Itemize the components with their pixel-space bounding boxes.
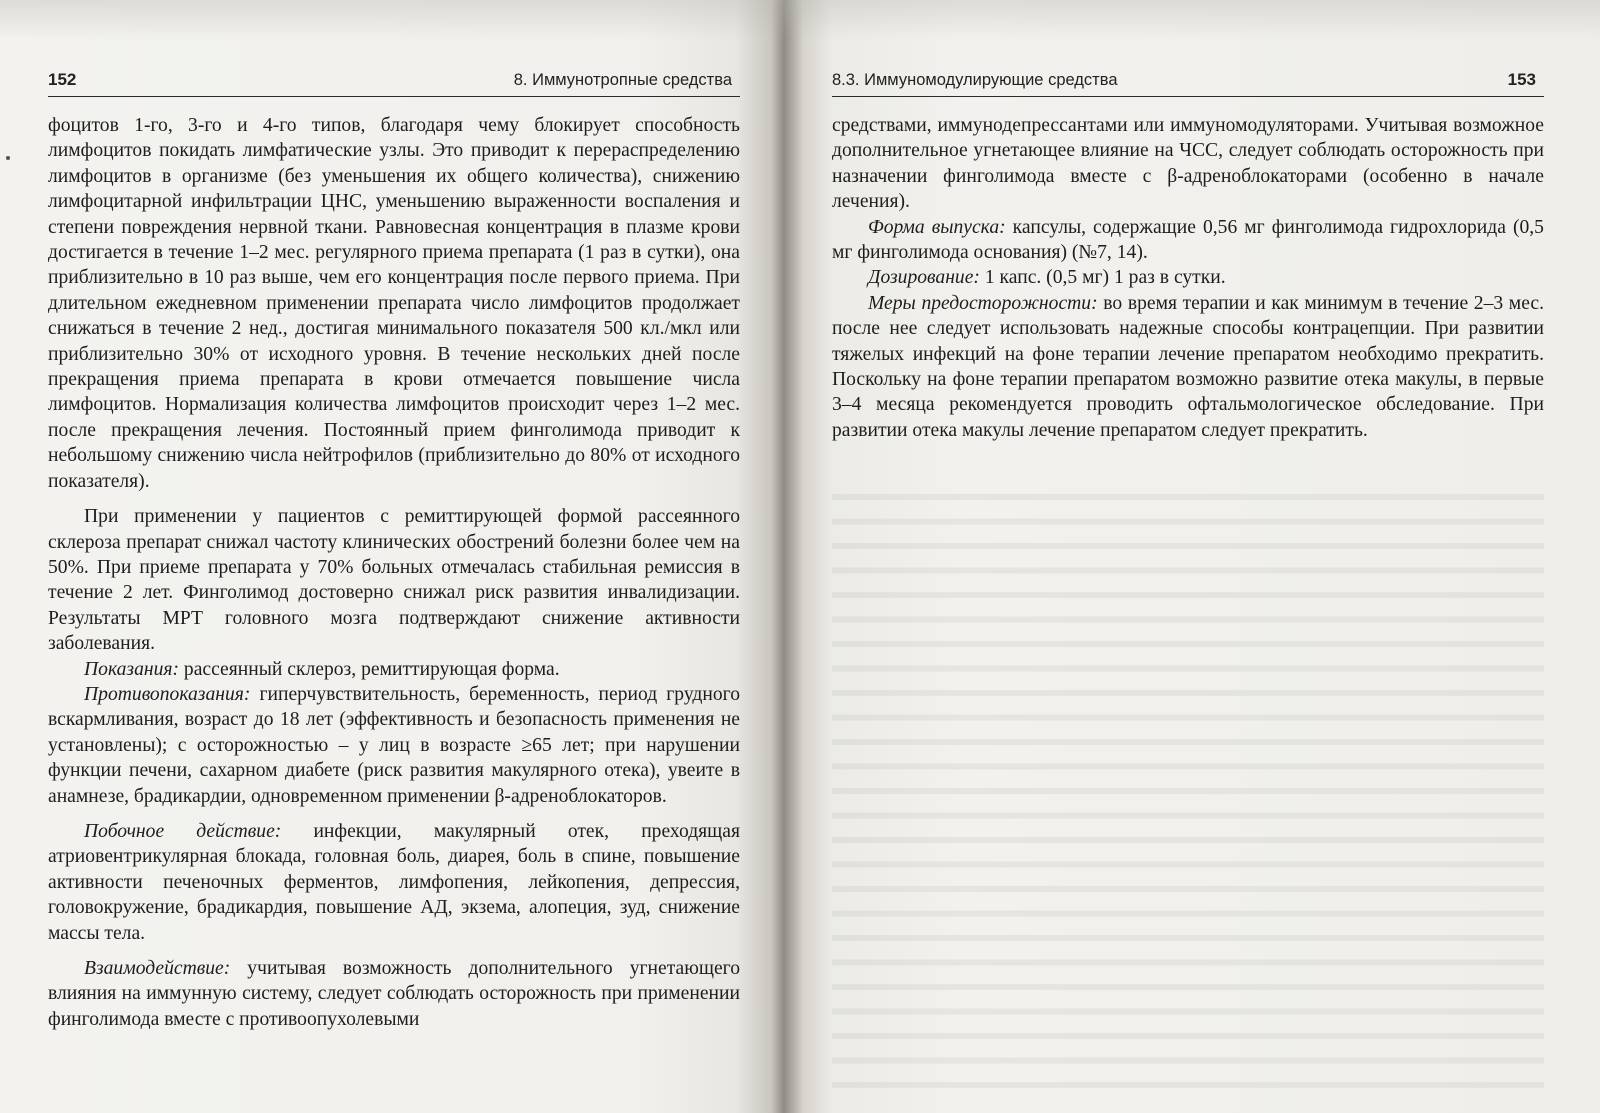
paragraph-text: При применении у пациентов с ремиттирующей формой рассеянного склероза препарат снижал частоту клинических обострений болезни более чем на 50%. При приеме препарата у 70% больных отмечалась стабильная ремиссия в течение 2 лет. Финголимод достоверно снижал риск развития инвалидизации. Результаты МРТ головного мозга подтверждают снижение активности заболевания.	[48, 506, 740, 655]
left-page-number: 152	[48, 70, 77, 89]
paragraph-label: Дозирование:	[868, 267, 980, 289]
right-page	[800, 0, 1600, 1113]
paragraph	[48, 113, 740, 494]
interaction-paragraph	[48, 956, 740, 1032]
paragraph-label: Меры предосторожности:	[868, 292, 1098, 314]
paragraph	[48, 504, 740, 656]
paragraph-label: Показания:	[84, 658, 180, 680]
dosage-paragraph	[832, 265, 1544, 290]
paragraph-text: 1 капс. (0,5 мг) 1 раз в сутки.	[979, 267, 1226, 289]
paragraph-text: капсулы, содержащие 0,56 мг финголимода гидрохлорида (0,5 мг финголимода основания) (№7, 14).	[832, 216, 1544, 264]
contraindications-paragraph	[48, 682, 740, 809]
paragraph-text: учитывая возможность дополнительного угнетающего влияния на иммунную систему, следует соблюдать осторожность при применении финголимода вместе с противоопухолевыми	[48, 958, 740, 1030]
margin-mark	[6, 156, 10, 160]
precautions-paragraph	[832, 291, 1544, 443]
paragraph-text: рассеянный склероз, ремиттирующая форма.	[179, 658, 560, 680]
right-running-header	[832, 66, 1544, 97]
side-effects-paragraph	[48, 819, 740, 946]
indications-paragraph	[48, 657, 740, 682]
paragraph-text: во время терапии и как минимум в течение 2–3 мес. после нее следует использовать надежные способы контрацепции. При развитии тяжелых инфекций на фоне терапии лечение препаратом необходимо прекратить. Поскольку на фоне терапии препаратом возможно развитие отека макулы, в первые 3–4 месяца рекомендуется проводить офтальмологическое обследование. При развитии отека макулы лечение препаратом следует прекратить.	[832, 292, 1544, 441]
paragraph-text: инфекции, макулярный отек, преходящая атриовентрикулярная блокада, головная боль, диарея, боль в спине, повышение активности печеночных ферментов, лимфопения, лейкопения, депрессия, головокружение, брадикардия, повышение АД, экзема, алопеция, зуд, снижение массы тела.	[48, 820, 740, 944]
paragraph-label: Взаимодействие:	[84, 958, 231, 979]
paragraph-label: Побочное действие:	[84, 820, 282, 842]
right-page-number: 153	[1507, 70, 1536, 89]
paragraph-text: гиперчувствительность, беременность, период грудного вскармливания, возраст до 18 лет (эффективность и безопасность применения не установлены); с осторожностью – у лиц в возрасте ≥65 лет; при нарушении функции печени, сахарном диабете (риск развития макулярного отека), увеите в анамнезе, брадикардии, одновременном применении β-адреноблокаторов.	[48, 683, 740, 807]
bleed-through-text	[832, 480, 1544, 1090]
paragraph	[832, 113, 1544, 215]
release-form-paragraph	[832, 215, 1544, 266]
right-header-title: 8.3. Иммуномодулирующие средства	[832, 71, 1118, 89]
left-running-header	[48, 66, 740, 97]
left-body-text	[48, 113, 740, 1032]
paragraph-text: фоцитов 1-го, 3-го и 4-го типов, благодаря чему блокирует способность лимфоцитов покидать лимфатические узлы. Это приводит к перераспределению лимфоцитов в организме (без уменьшения их общего количества), снижению лимфоцитарной инфильтрации ЦНС, уменьшению выраженности воспаления и степени повреждения нервной ткани. Равновесная концентрация в плазме крови достигается в течение 1–2 мес. регулярного приема препарата (1 раз в сутки), она приблизительно в 10 раз выше, чем его концентрация после первого приема. При длительном ежедневном применении препарата число лимфоцитов продолжает снижаться в течение 2 нед., достигая минимального показателя 500 кл./мкл или приблизительно 30% от исходного уровня. В течение нескольких дней после прекращения приема препарата в крови отмечается повышение числа лимфоцитов. Нормализация количества лимфоцитов происходит через 1–2 мес. после прекращения лечения. Постоянный прием финголимода приводит к небольшому снижению числа нейтрофилов (приблизительно до 80% от исходного показателя).	[48, 115, 740, 492]
paragraph-label: Противопоказания:	[84, 683, 251, 705]
left-page	[0, 0, 780, 1113]
paragraph-label: Форма выпуска:	[868, 216, 1006, 238]
right-body-text	[832, 113, 1544, 443]
paragraph-text: средствами, иммунодепрессантами или иммуномодуляторами. Учитывая возможное дополнительное угнетающее влияние на ЧСС, следует соблюдать осторожность при назначении финголимода вместе с β-адреноблокаторами (особенно в начале лечения).	[832, 115, 1544, 213]
left-header-title: 8. Иммунотропные средства	[513, 71, 732, 89]
